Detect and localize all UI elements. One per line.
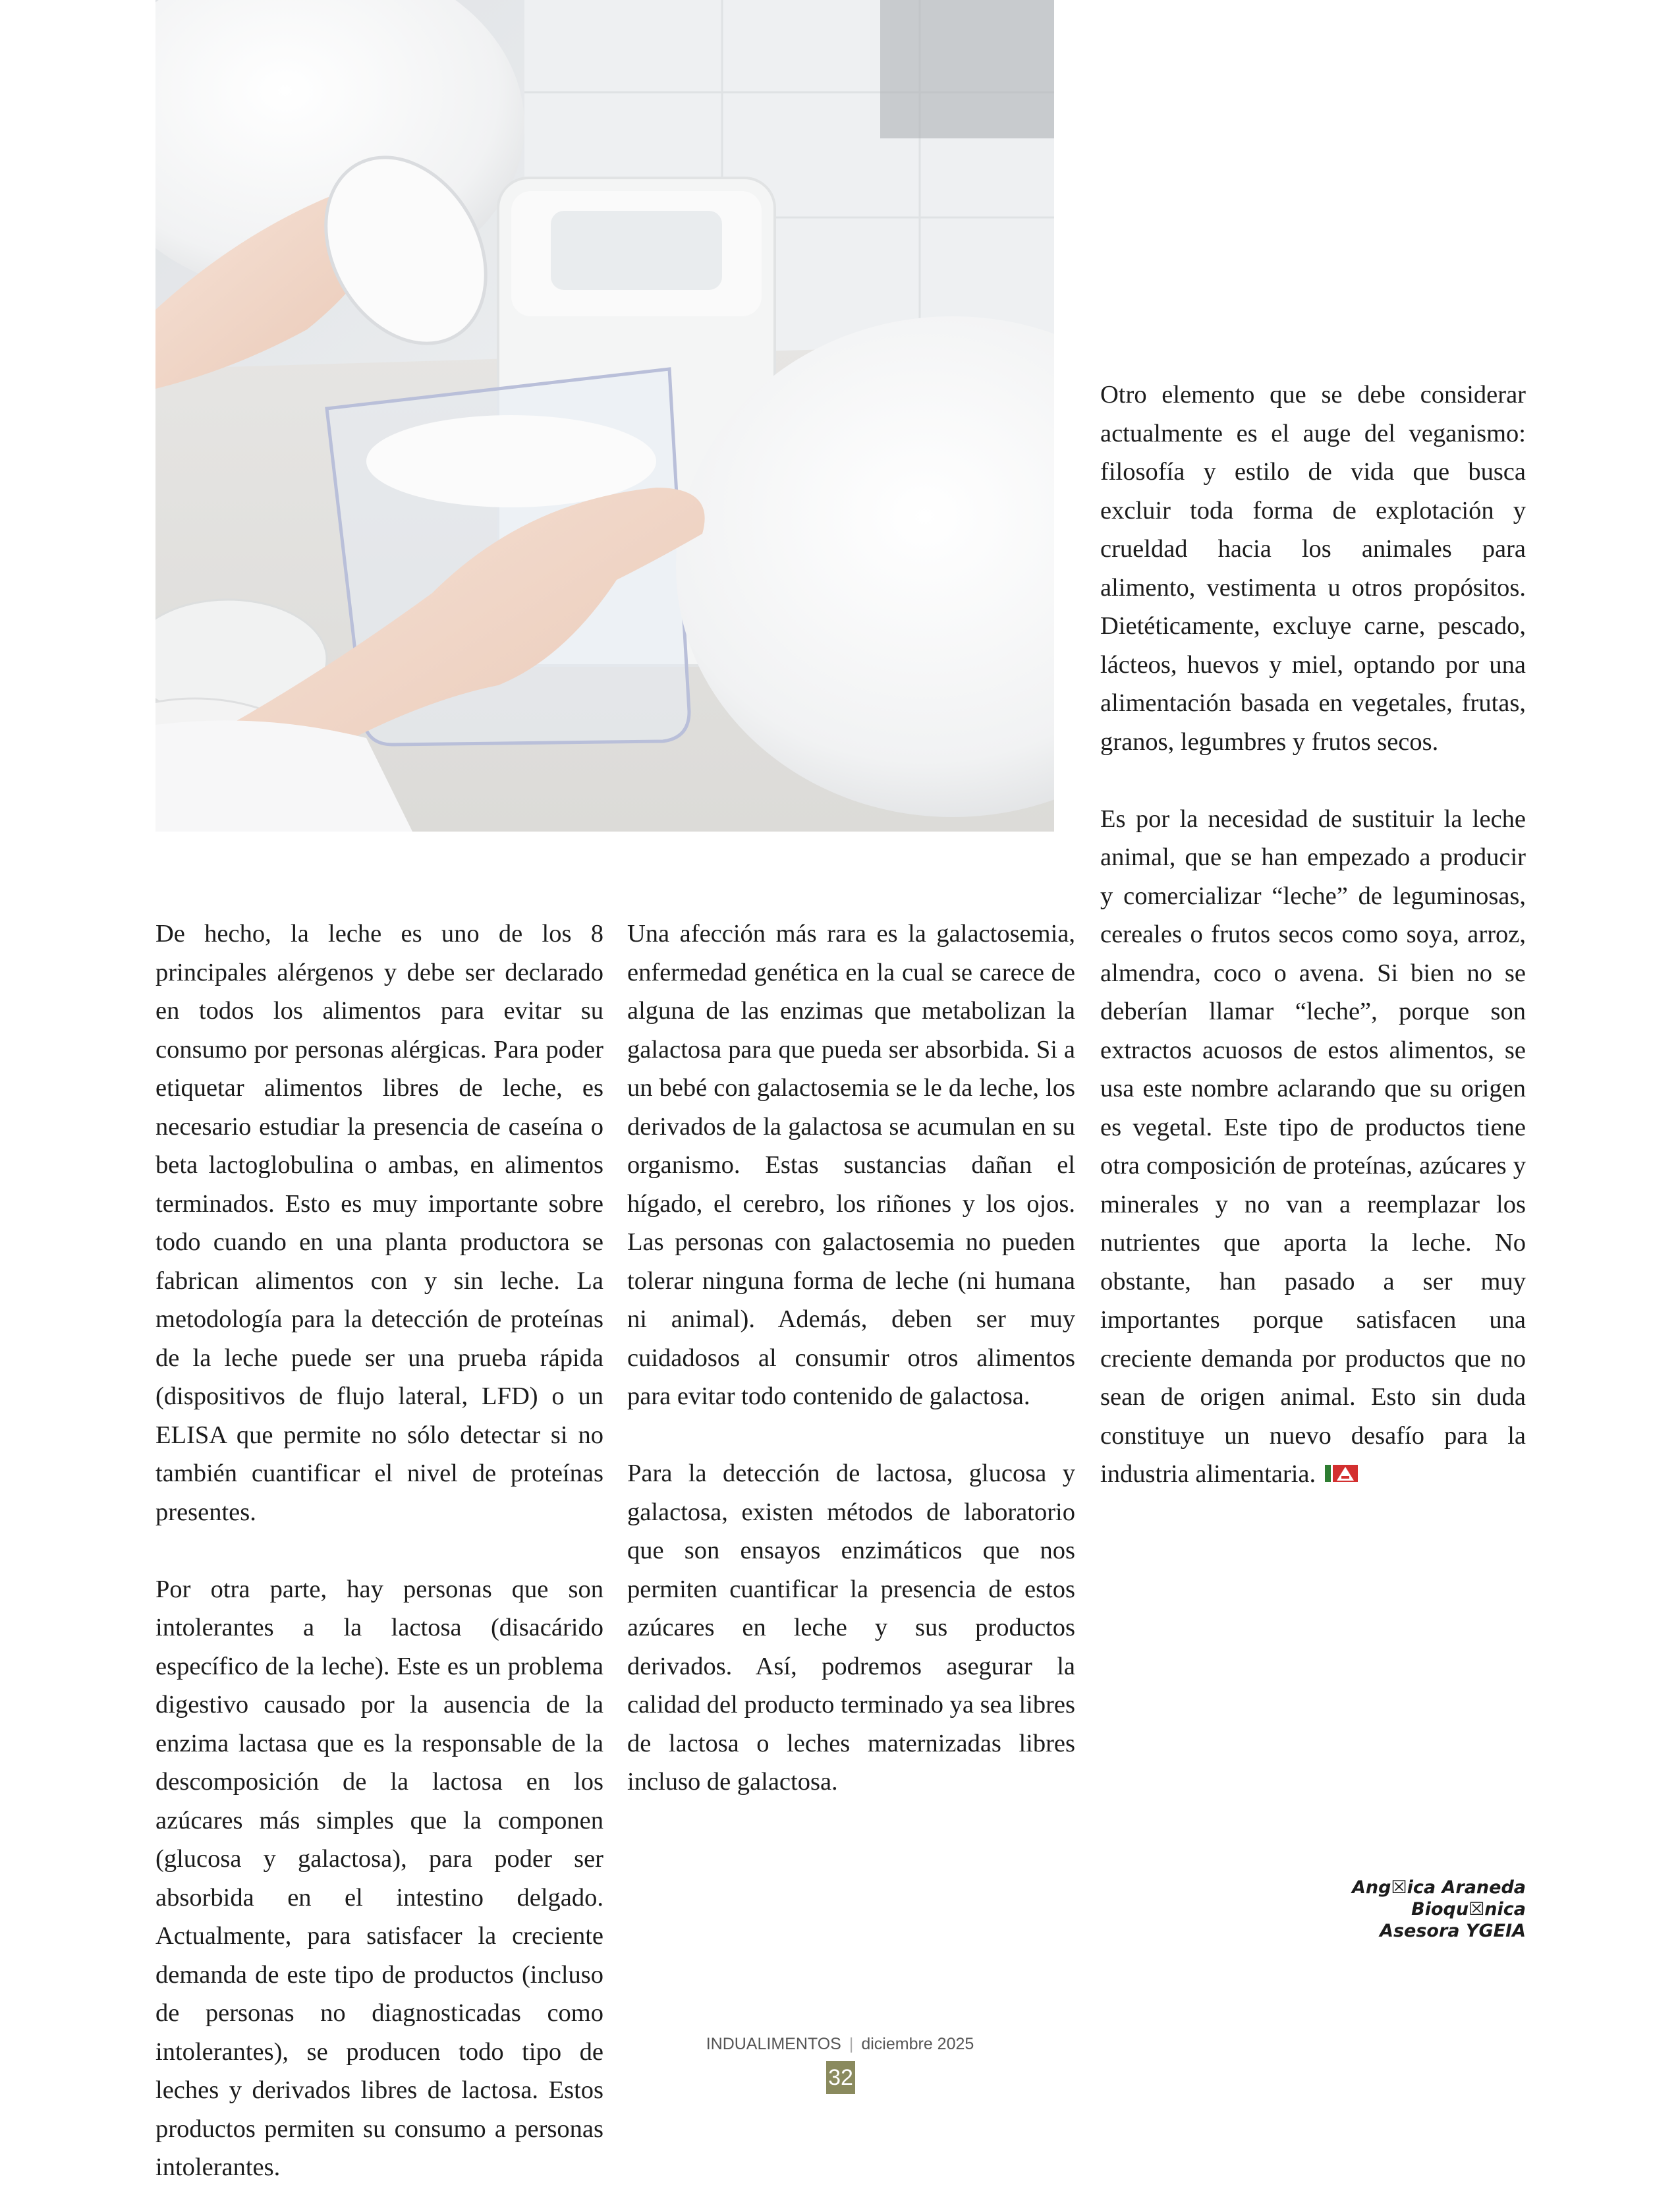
paragraph: De hecho, la leche es uno de los 8 principales alérgenos y debe ser declarado en todos los alimentos para evitar su consumo por personas alérgicas. Para poder etiquetar alimentos libres de leche, es necesario estudiar la presencia de caseína o beta lactoglobulina o ambas, en alimentos terminados. Esto es muy importante sobre todo cuando en una planta productora se fabrican alimentos con y sin leche. La metodología para la detección de proteínas de la leche puede ser una prueba rápida (dispositivos de flujo lateral, LFD) o un ELISA que permite no sólo detectar si no también cuantificar el nivel de proteínas presentes. xyxy=(155,920,603,1526)
page-number: 32 xyxy=(826,2061,855,2094)
paragraph: Una afección más rara es la galactosemia, enfermedad genética en la cual se carece de alguna de las enzimas que metabolizan la galactosa para que pueda ser absorbida. Si a un bebé con galactosemia se le da leche, los derivados de la galactosa se acumulan en su organismo. Estas sustancias dañan el hígado, el cerebro, los riñones y los ojos. Las personas con galactosemia no pueden tolerar ninguna forma de leche (ni humana ni animal). Además, deben ser muy cuidadosos al consumir otros alimentos para evitar todo contenido de galactosa. xyxy=(627,920,1075,1410)
author-role: Asesora YGEIA xyxy=(1380,1921,1526,1941)
paragraph: Otro elemento que se debe considerar actualmente es el auge del veganismo: filosofía y estilo de vida que busca excluir toda forma de explotación y crueldad hacia los animales para alimento, vestimenta u otros propósitos. Dietéticamente, excluye carne, pescado, lácteos, huevos y miel, optando por una alimentación basada en vegetales, frutas, granos, legumbres y frutos secos. xyxy=(1100,381,1526,756)
author-signature xyxy=(1352,1877,1526,1942)
paragraph: Por otra parte, hay personas que son intolerantes a la lactosa (disacárido específico de la leche). Este es un problema digestivo causado por la ausencia de la enzima lactasa que es la responsable de la descomposición de la lactosa en los azúcares más simples que la componen (glucosa y galactosa), para poder ser absorbida en el intestino delgado. Actualmente, para satisfacer la creciente demanda de este tipo de productos (incluso de personas no diagnosticadas como intolerantes), se producen todo tipo de leches y derivados libres de lactosa. Estos productos permiten su consumo a personas intolerantes. xyxy=(155,1575,603,2181)
article-photo xyxy=(155,0,1054,832)
paragraph-final xyxy=(1100,800,1526,1494)
article-column-1 xyxy=(155,915,603,2187)
author-name: Ang☒ica Araneda xyxy=(1351,1877,1526,1898)
article-column-3 xyxy=(1100,376,1526,1494)
issue-date: diciembre 2025 xyxy=(861,2035,974,2053)
magazine-name: INDUALIMENTOS xyxy=(706,2035,841,2053)
author-title: Bioqu☒nica xyxy=(1411,1899,1526,1919)
paragraph: Para la detección de lactosa, glucosa y galactosa, existen métodos de laboratorio que son ensayos enzimáticos que nos permiten cuantificar la presencia de estos azúcares en leche y sus productos derivados. Así, podremos asegurar la calidad del producto terminado ya sea libres de lactosa o leches maternizadas libres incluso de galactosa. xyxy=(627,1460,1075,1796)
article-column-2 xyxy=(627,915,1075,1802)
indualimentos-logo-icon xyxy=(1324,1463,1359,1484)
paragraph-text: Es por la necesidad de sustituir la leche animal, que se han empezado a producir y comercializar “leche” de leguminosas, cereales o frutos secos como soya, arroz, almendra, coco o avena. Si bien no se deberían llamar “leche”, porque son extractos acuosos de estos alimentos, se usa este nombre aclarando que su origen es vegetal. Este tipo de productos tiene otra composición de proteínas, azúcares y minerales y no van a reemplazar los nutrientes que aporta la leche. No obstante, han pasado a ser muy importantes porque satisfacen una creciente demanda por productos que no sean de origen animal. Esto sin duda constituye un nuevo desafío para la industria alimentaria. xyxy=(1100,805,1526,1488)
page-footer xyxy=(0,2035,1680,2054)
footer-separator: | xyxy=(849,2035,854,2053)
